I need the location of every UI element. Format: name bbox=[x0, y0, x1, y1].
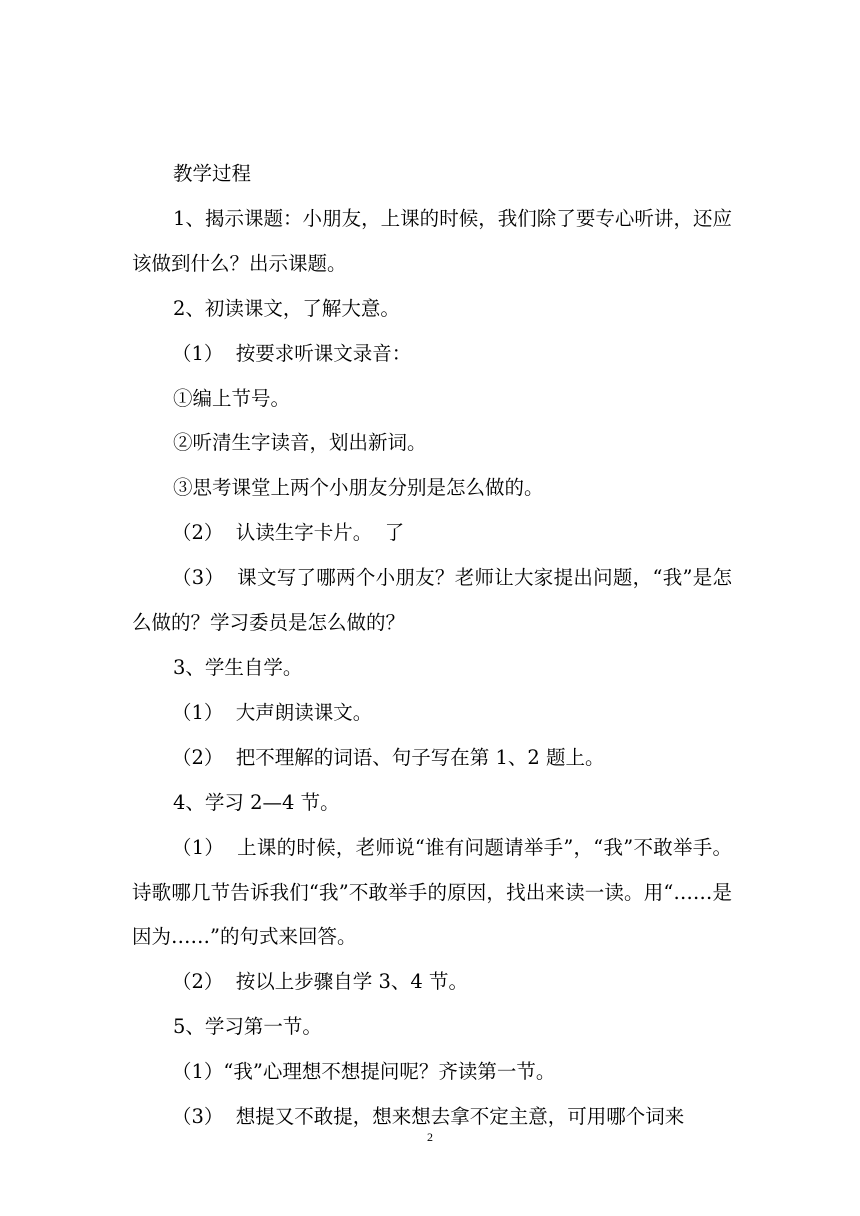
section-heading: 教学过程 bbox=[173, 162, 252, 185]
paragraph-4: ①编上节号。 bbox=[173, 386, 291, 410]
paragraph-2: 2、初读课文，了解大意。 bbox=[173, 296, 400, 320]
paragraph-11: （2） 把不理解的词语、句子写在第 1、2 题上。 bbox=[172, 745, 605, 769]
document-body bbox=[132, 152, 732, 1140]
paragraph-17: （3） 想提又不敢提，想来想去拿不定主意，可用哪个词来 bbox=[172, 1105, 685, 1129]
paragraph-12: 4、学习 2—4 节。 bbox=[173, 790, 340, 814]
paragraph-3: （1） 按要求听课文录音： bbox=[172, 341, 412, 365]
paragraph-7: （2） 认读生字卡片。 了 bbox=[172, 521, 405, 545]
paragraph-5: ②听清生字读音，划出新词。 bbox=[173, 431, 427, 455]
paragraph-16: （1）“我”心理想不想提问呢？齐读第一节。 bbox=[172, 1060, 556, 1084]
paragraph-9: 3、学生自学。 bbox=[173, 655, 303, 679]
paragraph-1: 1、揭示课题：小朋友，上课的时候，我们除了要专心听讲，还应该做到什么？出示课题。 bbox=[132, 206, 732, 275]
paragraph-14: （2） 按以上步骤自学 3、4 节。 bbox=[172, 970, 469, 994]
paragraph-15: 5、学习第一节。 bbox=[173, 1015, 322, 1039]
paragraph-8: （3） 课文写了哪两个小朋友？老师让大家提出问题，“我”是怎么做的？学习委员是怎么做的？ bbox=[132, 566, 732, 635]
page-number: 2 bbox=[427, 1130, 433, 1144]
paragraph-6: ③思考课堂上两个小朋友分别是怎么做的。 bbox=[173, 476, 544, 500]
paragraph-10: （1） 大声朗读课文。 bbox=[172, 700, 373, 724]
paragraph-13: （1） 上课的时候，老师说“谁有问题请举手”，“我”不敢举手。诗歌哪几节告诉我们“我”不敢举手的原因，找出来读一读。用“……是因为……”的句式来回答。 bbox=[132, 835, 732, 949]
